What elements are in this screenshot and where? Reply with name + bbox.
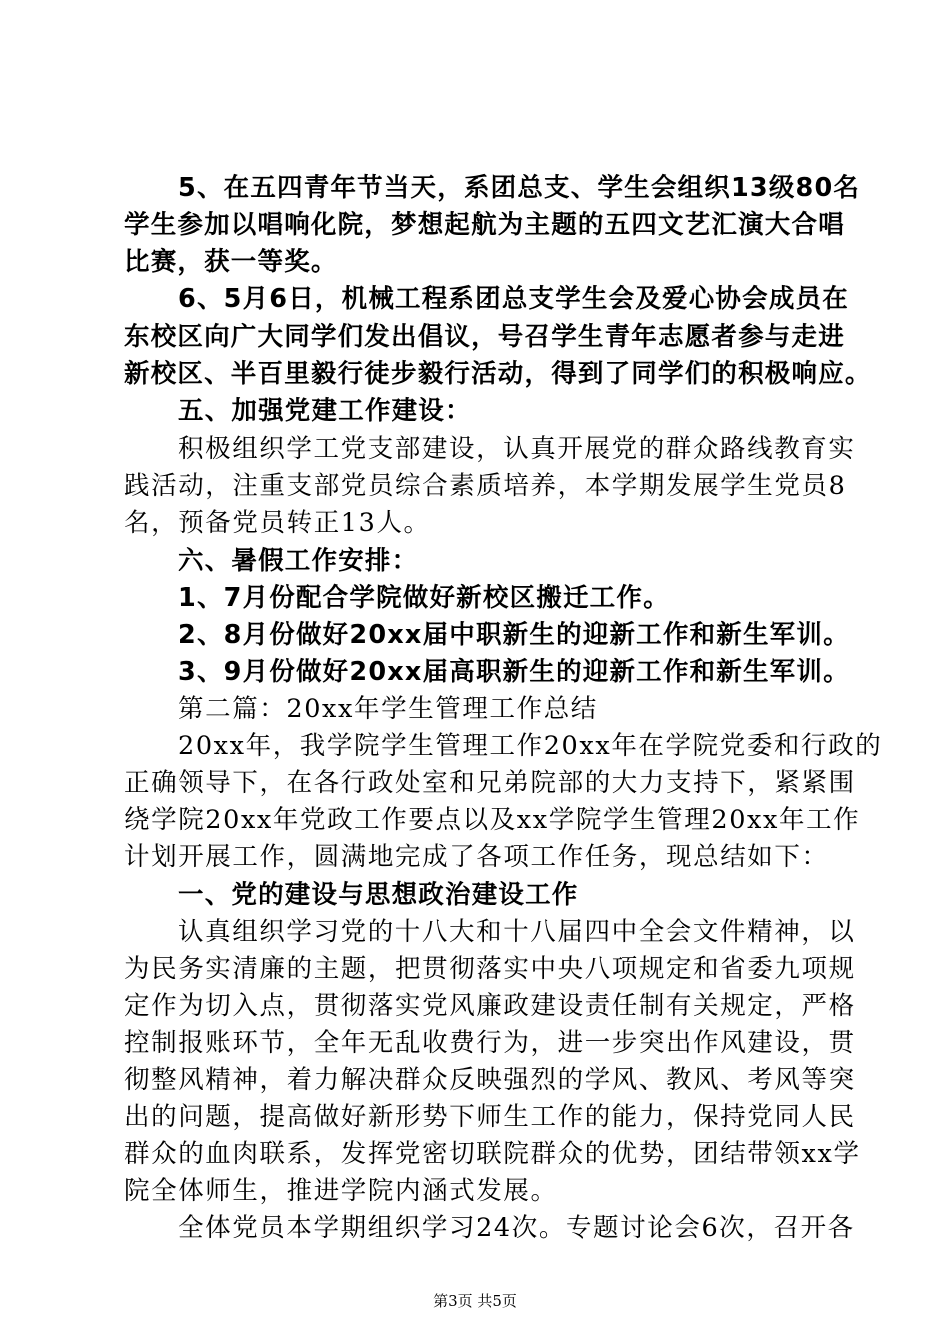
text-line: 新校区、半百里毅行徒步毅行活动，得到了同学们的积极响应。 <box>124 359 872 389</box>
text-line: 绕学院20xx年党政工作要点以及xx学院学生管理20xx年工作 <box>124 805 861 835</box>
text-line: 积极组织学工党支部建设，认真开展党的群众路线教育实 <box>178 434 856 464</box>
section-heading-party-ideology: 一、党的建设与思想政治建设工作 <box>178 880 579 910</box>
summer-item-2: 2、8月份做好20xx届中职新生的迎新工作和新生军训。 <box>178 620 850 650</box>
summer-item-1: 1、7月份配合学院做好新校区搬迁工作。 <box>178 583 670 613</box>
text-line: 院全体师生，推进学院内涵式发展。 <box>124 1176 558 1206</box>
text-line: 比赛，获一等奖。 <box>124 247 338 277</box>
text-line: 彻整风精神，着力解决群众反映强烈的学风、教风、考风等突 <box>124 1065 856 1095</box>
text-line: 东校区向广大同学们发出倡议，号召学生青年志愿者参与走进 <box>124 322 845 352</box>
text-line: 正确领导下，在各行政处室和兄弟院部的大力支持下，紧紧围 <box>124 768 856 798</box>
text-line: 20xx年，我学院学生管理工作20xx年在学院党委和行政的 <box>178 731 883 761</box>
summer-item-3: 3、9月份做好20xx届高职新生的迎新工作和新生军训。 <box>178 657 850 687</box>
text-line: 定作为切入点，贯彻落实党风廉政建设责任制有关规定，严格 <box>124 991 856 1021</box>
text-line: 全体党员本学期组织学习24次。专题讨论会6次，召开各 <box>178 1213 855 1243</box>
text-line: 名，预备党员转正13人。 <box>124 508 431 538</box>
text-line: 践活动，注重支部党员综合素质培养，本学期发展学生党员8 <box>124 471 847 501</box>
section-heading-party-building: 五、加强党建工作建设： <box>178 396 472 426</box>
text-line: 学生参加以唱响化院，梦想起航为主题的五四文艺汇演大合唱 <box>124 210 845 240</box>
part-two-title: 第二篇：20xx年学生管理工作总结 <box>178 694 598 724</box>
text-line: 6、5月6日，机械工程系团总支学生会及爱心协会成员在 <box>178 284 849 314</box>
section-heading-summer-plan: 六、暑假工作安排： <box>178 546 419 576</box>
text-line: 出的问题，提高做好新形势下师生工作的能力，保持党同人民 <box>124 1102 856 1132</box>
text-line: 5、在五四青年节当天，系团总支、学生会组织13级80名 <box>178 173 861 203</box>
text-line: 为民务实清廉的主题，把贯彻落实中央八项规定和省委九项规 <box>124 954 856 984</box>
text-line: 群众的血肉联系，发挥党密切联院群众的优势，团结带领xx学 <box>124 1139 861 1169</box>
text-line: 认真组织学习党的十八大和十八届四中全会文件精神，以 <box>178 917 856 947</box>
page-number-footer: 第3页 共5页 <box>433 1292 517 1310</box>
text-line: 计划开展工作，圆满地完成了各项工作任务，现总结如下： <box>124 842 829 872</box>
text-line: 控制报账环节，全年无乱收费行为，进一步突出作风建设，贯 <box>124 1028 856 1058</box>
